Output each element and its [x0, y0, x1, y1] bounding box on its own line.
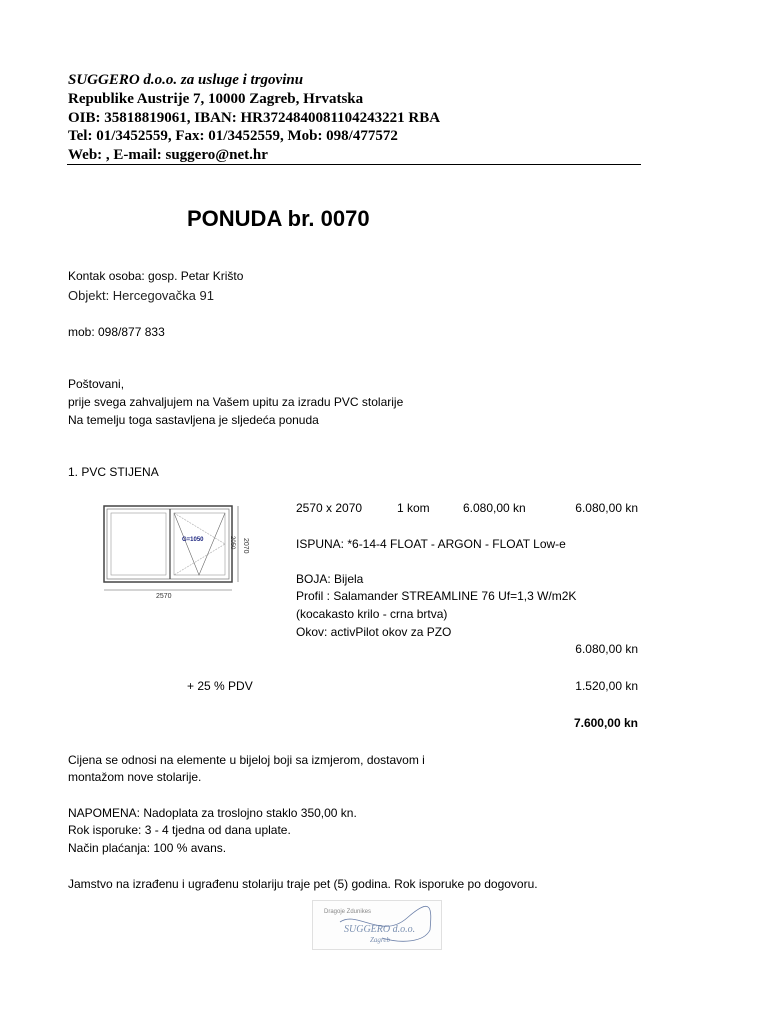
width-label: 2570	[156, 593, 172, 600]
height-label-outer: 2070	[242, 538, 249, 554]
sash-opening-lines	[174, 513, 225, 575]
offer-title: PONUDA br. 0070	[187, 206, 370, 231]
item-heading: 1. PVC STIJENA	[68, 465, 159, 479]
greeting: Poštovani,	[68, 377, 125, 391]
price-note-1: Cijena se odnosi na elemente u bijeloj boji sa izmjerom, dostavom i	[68, 753, 425, 767]
company-name: SUGGERO d.o.o. za usluge i trgovinu	[68, 72, 304, 88]
item-total-price: 6.080,00 kn	[575, 501, 638, 515]
contact-person: Kontak osoba: gosp. Petar Krišto	[68, 269, 244, 283]
object-address: Objekt: Hercegovačka 91	[68, 288, 214, 303]
stamp-company: SUGGERO d.o.o.	[344, 924, 416, 935]
item-unit-price: 6.080,00 kn	[463, 501, 526, 515]
intro-line-1: prije svega zahvaljujem na Vašem upitu za izradu PVC stolarije	[68, 395, 404, 409]
window-frame-outer	[104, 506, 232, 582]
item-quantity: 1 kom	[397, 501, 430, 515]
company-web-email: Web: , E-mail: suggero@net.hr	[68, 147, 268, 163]
sash-tilt-lines	[174, 513, 225, 575]
item-profile: Profil : Salamander STREAMLINE 76 Uf=1,3 W/m2K	[296, 589, 577, 603]
item-fill: ISPUNA: *6-14-4 FLOAT - ARGON - FLOAT Low-e	[296, 537, 566, 551]
delivery-term: Rok isporuke: 3 - 4 tjedna od dana uplate.	[68, 823, 291, 837]
vat-amount: 1.520,00 kn	[575, 679, 638, 693]
remark: NAPOMENA: Nadoplata za troslojno staklo 350,00 kn.	[68, 806, 357, 820]
company-phones: Tel: 01/3452559, Fax: 01/3452559, Mob: 098/477572	[68, 128, 398, 144]
window-frame-inner	[107, 509, 229, 579]
item-hardware: Okov: activPilot okov za PZO	[296, 625, 452, 639]
item-color: BOJA: Bijela	[296, 572, 364, 586]
item-dimensions: 2570 x 2070	[296, 501, 363, 515]
header-divider	[67, 164, 641, 165]
window-drawing	[98, 500, 249, 604]
height-label-inner: 2050	[229, 536, 235, 550]
company-stamp	[312, 900, 442, 950]
company-address: Republike Austrije 7, 10000 Zagreb, Hrvatska	[68, 91, 364, 107]
grand-total: 7.600,00 kn	[573, 716, 638, 730]
subtotal: 6.080,00 kn	[575, 642, 638, 656]
stamp-signature-name: Dragoje Zdunikes	[324, 909, 372, 915]
sash-label: G=1050	[182, 537, 204, 543]
company-ids: OIB: 35818819061, IBAN: HR3724840081104243221 RBA	[68, 110, 441, 126]
contact-mobile: mob: 098/877 833	[68, 325, 165, 339]
intro-line-2: Na temelju toga sastavljena je sljedeća ponuda	[68, 413, 319, 427]
fixed-pane	[111, 513, 166, 575]
stamp-city: Zagreb	[370, 936, 390, 944]
item-profile-note: (kocakasto krilo - crna brtva)	[296, 607, 448, 621]
vat-label: + 25 % PDV	[187, 679, 253, 693]
sash-pane	[174, 513, 225, 575]
price-note-2: montažom nove stolarije.	[68, 770, 202, 784]
warranty: Jamstvo na izrađenu i ugrađenu stolariju traje pet (5) godina. Rok isporuke po dogovoru.	[68, 877, 538, 891]
payment-term: Način plaćanja: 100 % avans.	[68, 841, 227, 855]
